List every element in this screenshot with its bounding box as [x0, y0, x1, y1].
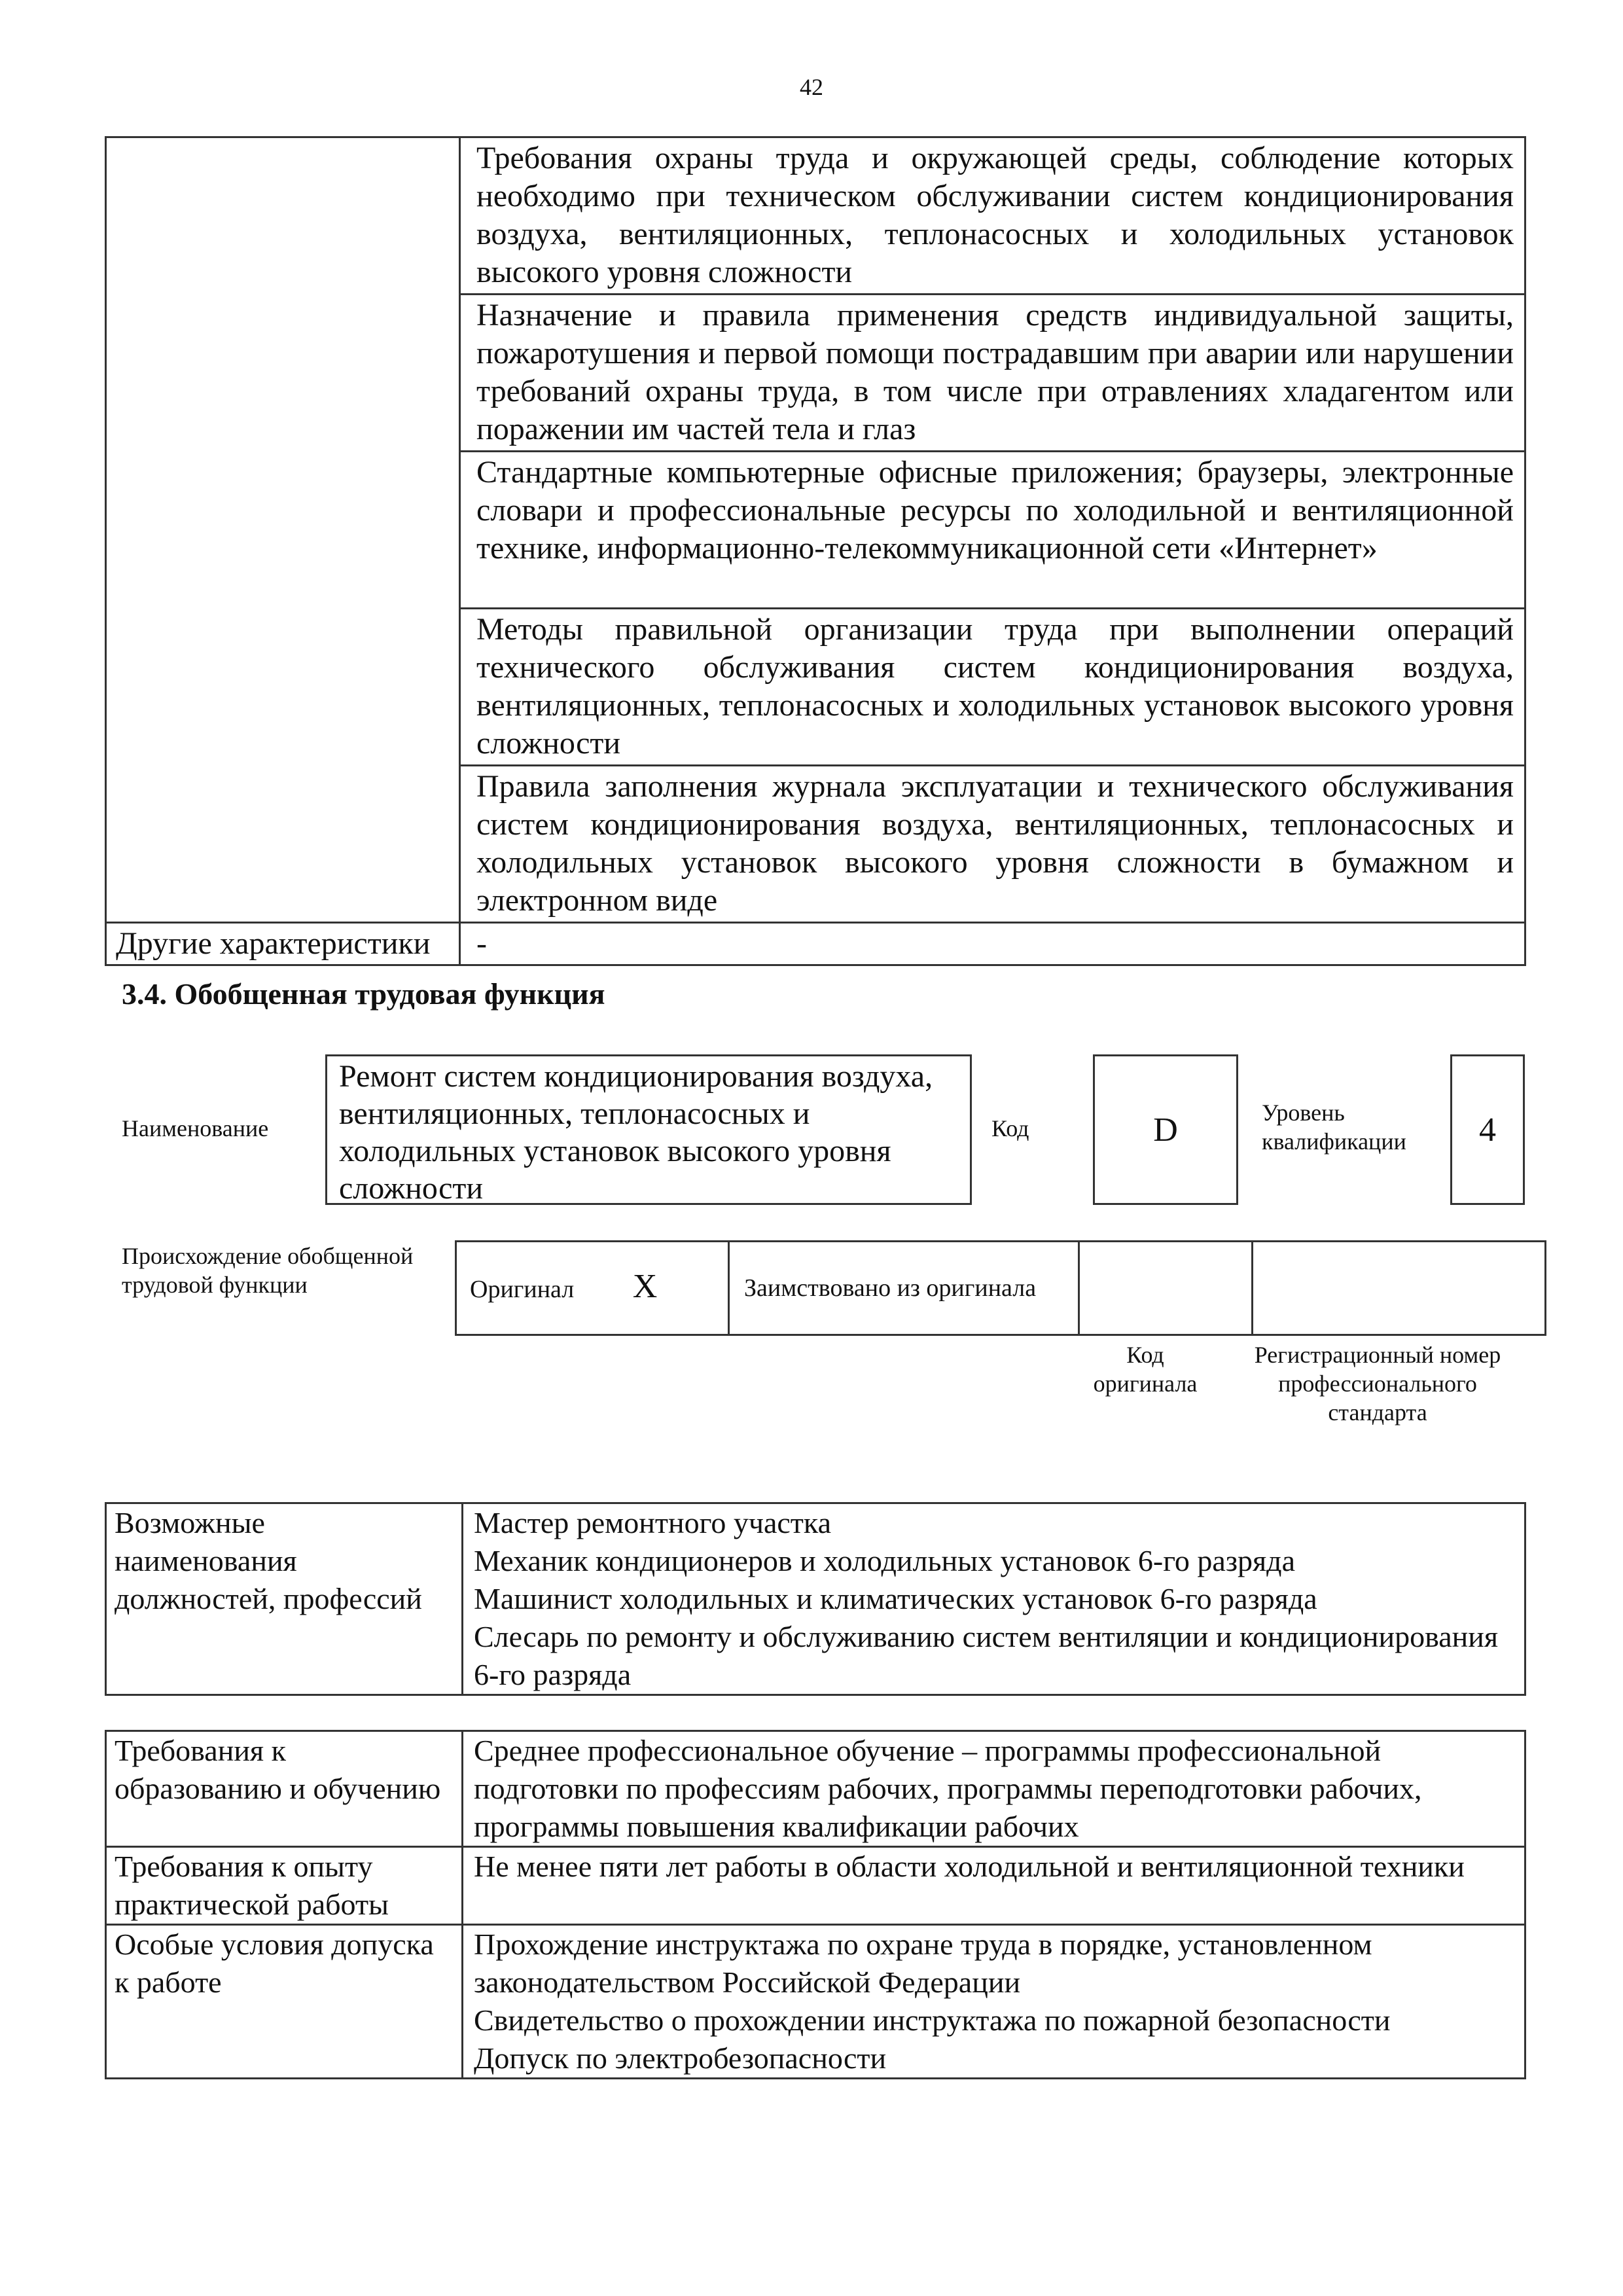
- original-mark: X: [632, 1268, 658, 1305]
- code-value-box: D: [1093, 1054, 1238, 1205]
- list-item: Слесарь по ремонту и обслуживанию систем вентиляции и кондиционирования 6-го разряда: [474, 1620, 1499, 1691]
- knowledge-item: Назначение и правила применения средств индивидуальной защиты, пожаротушения и первой помощи пострадавшим при аварии или нарушении требований охраны труда, в том числе при отравлениях хладагентом или поражении им частей тела и глаз: [460, 295, 1525, 452]
- section-title: 3.4. Обобщенная трудовая функция: [122, 977, 605, 1011]
- code-label: Код: [991, 1115, 1029, 1141]
- page-number: 42: [800, 74, 823, 100]
- original-label: Оригинал: [470, 1276, 575, 1303]
- table-row: [106, 1731, 1525, 1847]
- experience-value: Не менее пяти лет работы в области холодильной и вентиляционной техники: [463, 1847, 1525, 1925]
- level-value-box: 4: [1450, 1054, 1525, 1205]
- knowledge-item: Требования охраны труда и окружающей среды, соблюдение которых необходимо при техническом обслуживании систем кондиционирования воздуха, вентиляционных, теплонасосных и холодильных установок высокого уровня сложности: [460, 137, 1525, 295]
- knowledge-table: [105, 136, 1526, 966]
- knowledge-item: Правила заполнения журнала эксплуатации и технического обслуживания систем кондиционирования воздуха, вентиляционных, теплонасосных и холодильных установок высокого уровня сложности в бумажном и электронном виде: [460, 766, 1525, 923]
- requirements-table: [105, 1730, 1526, 2079]
- origin-label: Происхождение обобщенной трудовой функции: [122, 1243, 414, 1298]
- original-code-cell: [1079, 1242, 1253, 1335]
- list-item: Механик кондиционеров и холодильных установок 6-го разряда: [474, 1544, 1295, 1577]
- function-name-box: Ремонт систем кондиционирования воздуха, вентиляционных, теплонасосных и холодильных установок высокого уровня сложности: [325, 1054, 972, 1205]
- table-row: [106, 1503, 1525, 1695]
- conditions-label: Особые условия допуска к работе: [106, 1925, 463, 2079]
- education-label: Требования к образованию и обучению: [106, 1731, 463, 1847]
- table-row: [456, 1242, 1546, 1335]
- education-value: Среднее профессиональное обучение – программы профессиональной подготовки по профессиям рабочих, программы переподготовки рабочих, программы повышения квалификации рабочих: [463, 1731, 1525, 1847]
- borrowed-cell: Заимствовано из оригинала: [729, 1242, 1079, 1335]
- other-characteristics-label: Другие характеристики: [106, 923, 460, 965]
- original-code-caption: Код оригинала: [1093, 1342, 1198, 1397]
- table-row: [106, 137, 1525, 295]
- list-item: Допуск по электробезопасности: [474, 2041, 887, 2075]
- origin-table: [455, 1240, 1546, 1336]
- name-label: Наименование: [122, 1115, 269, 1141]
- level-label: Уровень квалификации: [1262, 1100, 1406, 1155]
- list-item: Машинист холодильных и климатических установок 6-го разряда: [474, 1582, 1317, 1615]
- table-row: [106, 1847, 1525, 1925]
- table-row: [106, 1925, 1525, 2079]
- table-row: [106, 923, 1525, 965]
- experience-label: Требования к опыту практической работы: [106, 1847, 463, 1925]
- positions-table: [105, 1502, 1526, 1696]
- original-cell: [456, 1242, 729, 1335]
- registration-number-cell: [1253, 1242, 1546, 1335]
- registration-number-caption: Регистрационный номер профессионального стандарта: [1254, 1342, 1501, 1426]
- list-item: Мастер ремонтного участка: [474, 1506, 831, 1539]
- conditions-list: [463, 1925, 1525, 2079]
- knowledge-item: Методы правильной организации труда при выполнении операций технического обслуживания систем кондиционирования воздуха, вентиляционных, теплонасосных и холодильных установок высокого уровня сложности: [460, 609, 1525, 766]
- other-characteristics-value: -: [460, 923, 1525, 965]
- list-item: Свидетельство о прохождении инструктажа по пожарной безопасности: [474, 2003, 1391, 2037]
- positions-list: [463, 1503, 1525, 1695]
- knowledge-item: Стандартные компьютерные офисные приложения; браузеры, электронные словари и профессиональные ресурсы по холодильной и вентиляционной технике, информационно-телекоммуникационной сети «Интернет»: [460, 452, 1525, 609]
- list-item: Прохождение инструктажа по охране труда в порядке, установленном законодательством Российской Федерации: [474, 1928, 1372, 1999]
- positions-label: Возможные наименования должностей, профессий: [106, 1503, 463, 1695]
- empty-label-cell: [106, 137, 460, 923]
